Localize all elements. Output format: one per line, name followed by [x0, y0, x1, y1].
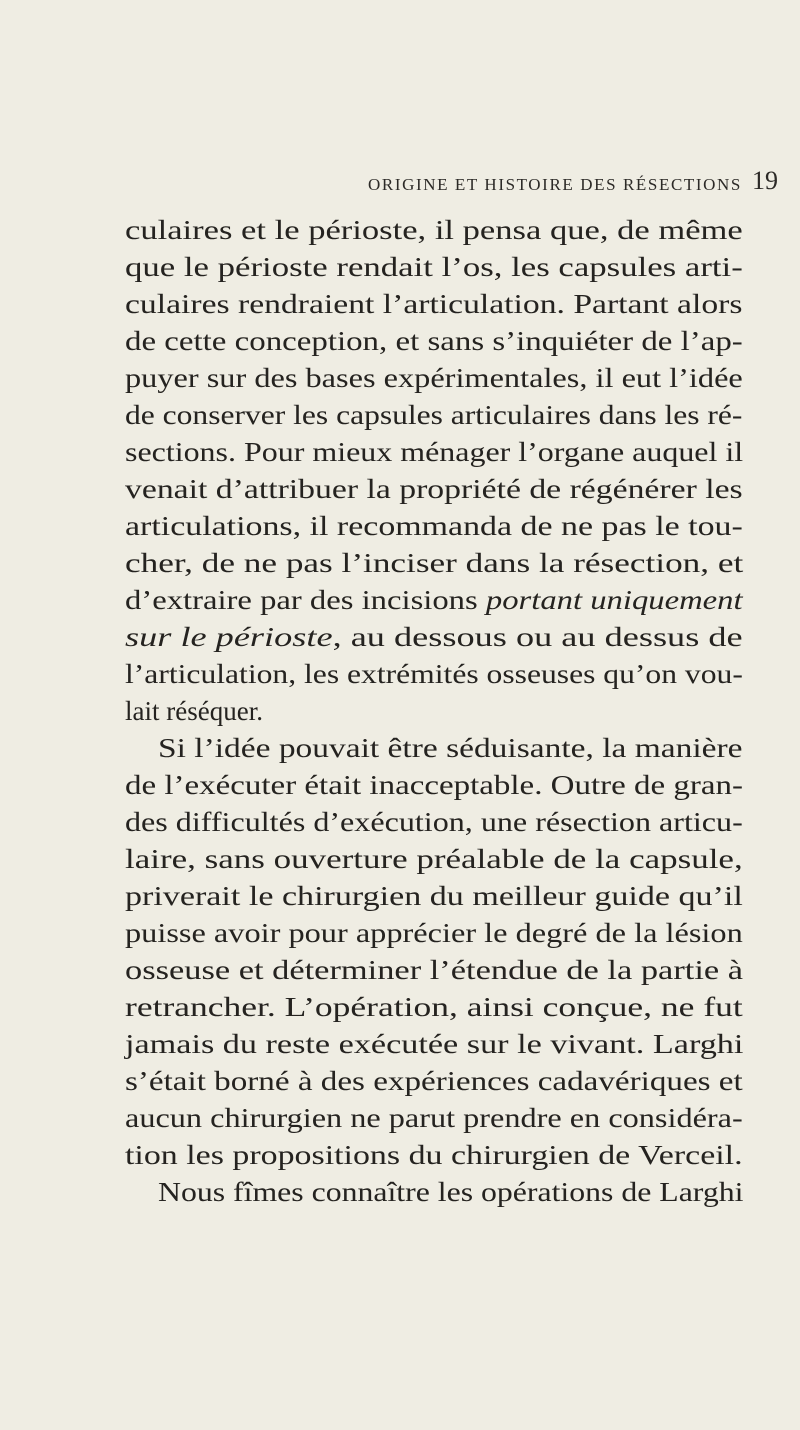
text-line: articulations, il recommanda de ne pas le tou-: [125, 511, 743, 541]
text-line: lait réséquer.: [125, 696, 263, 726]
page-number: 19: [752, 166, 778, 195]
text-line: de cette conception, et sans s’inquiéter de l’ap-: [125, 326, 743, 356]
text-line: que le périoste rendait l’os, les capsules arti-: [125, 252, 743, 282]
text-line-with-italic: [125, 617, 743, 657]
text-line: puisse avoir pour apprécier le degré de la lésion: [125, 918, 743, 948]
italic-phrase: sur le périoste: [125, 622, 333, 652]
text-line: priverait le chirurgien du meilleur guide qu’il: [125, 881, 743, 911]
text-run: , au dessous ou au dessus de: [332, 622, 743, 652]
text-line: jamais du reste exécutée sur le vivant. Larghi: [125, 1029, 744, 1059]
text-line: Nous fîmes connaître les opérations de Larghi: [158, 1177, 744, 1207]
text-line: tion les propositions du chirurgien de Verceil.: [125, 1140, 743, 1170]
text-run: d’extraire par des incisions: [125, 585, 486, 615]
text-line: aucun chirurgien ne parut prendre en considéra-: [125, 1103, 743, 1133]
text-line: de l’exécuter était inacceptable. Outre de gran-: [125, 770, 743, 800]
text-line: s’était borné à des expériences cadavériques et: [125, 1066, 743, 1096]
text-line-with-italic: [125, 580, 743, 620]
text-line: osseuse et déterminer l’étendue de la partie à: [125, 955, 744, 985]
text-line: des difficultés d’exécution, une résection articu-: [125, 807, 743, 837]
text-line: venait d’attribuer la propriété de régénérer les: [125, 474, 743, 504]
text-line: culaires et le périoste, il pensa que, de même: [125, 215, 743, 245]
text-line: de conserver les capsules articulaires dans les ré-: [125, 400, 743, 430]
text-line: retrancher. L’opération, ainsi conçue, ne fut: [125, 992, 743, 1022]
text-line: cher, de ne pas l’inciser dans la résection, et: [125, 548, 744, 578]
running-head: ORIGINE ET HISTOIRE DES RÉSECTIONS: [368, 175, 742, 194]
text-line: laire, sans ouverture préalable de la capsule,: [125, 844, 743, 874]
text-line: Si l’idée pouvait être séduisante, la manière: [158, 733, 743, 763]
italic-phrase: portant uniquement: [485, 585, 743, 615]
text-line: puyer sur des bases expérimentales, il eut l’idée: [125, 363, 743, 393]
text-line: l’articulation, les extrémités osseuses qu’on vou-: [125, 659, 743, 689]
text-line: sections. Pour mieux ménager l’organe auquel il: [125, 437, 744, 467]
text-line: culaires rendraient l’articulation. Partant alors: [125, 289, 743, 319]
